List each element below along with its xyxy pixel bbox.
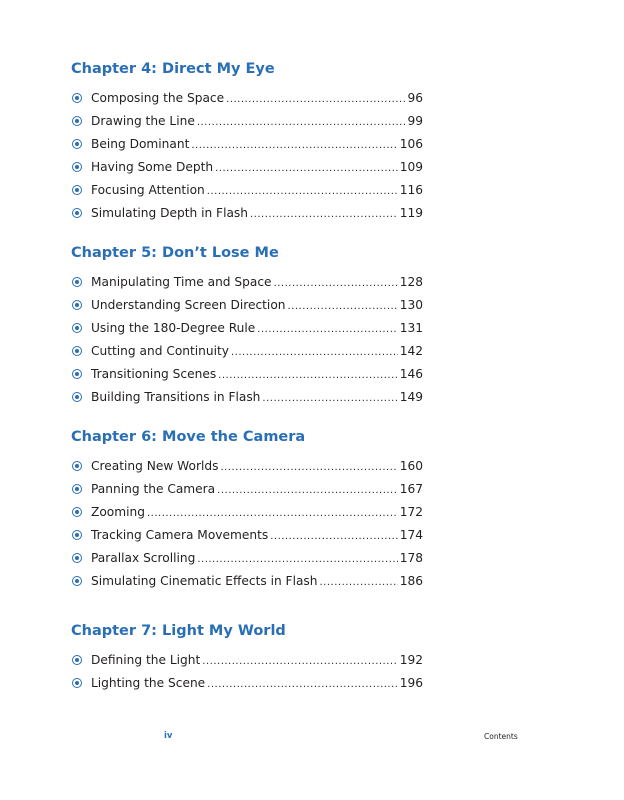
circle-bullet-icon <box>72 461 82 471</box>
toc-entry-page: 131 <box>399 321 423 335</box>
footer-section-label: Contents <box>484 732 518 741</box>
circle-bullet-icon <box>72 392 82 402</box>
toc-entry[interactable] <box>71 113 423 136</box>
toc-entry-page: 160 <box>399 459 423 473</box>
toc-entry-page: 109 <box>399 160 423 174</box>
toc-entry[interactable] <box>71 320 423 343</box>
circle-bullet-icon <box>72 553 82 563</box>
circle-bullet-icon <box>72 185 82 195</box>
dot-leader <box>207 184 398 200</box>
toc-entry[interactable] <box>71 504 423 527</box>
toc-entry-page: 178 <box>399 551 423 565</box>
dot-leader <box>257 322 397 338</box>
toc-entry[interactable] <box>71 205 423 228</box>
toc-entry-page: 149 <box>399 390 423 404</box>
chapter-6-section <box>71 428 423 596</box>
toc-entry-page: 146 <box>399 367 423 381</box>
circle-bullet-icon <box>72 678 82 688</box>
chapter-5-section <box>71 244 423 412</box>
toc-entry-title: Simulating Depth in Flash <box>91 206 248 220</box>
toc-entry[interactable] <box>71 274 423 297</box>
circle-bullet-icon <box>72 507 82 517</box>
dot-leader <box>274 276 398 292</box>
toc-entry-title: Manipulating Time and Space <box>91 275 272 289</box>
circle-bullet-icon <box>72 484 82 494</box>
toc-entry-title: Using the 180-Degree Rule <box>91 321 256 335</box>
toc-entry-page: 196 <box>399 676 423 690</box>
circle-bullet-icon <box>72 346 82 356</box>
dot-leader <box>270 529 398 545</box>
toc-entry[interactable] <box>71 343 423 366</box>
dot-leader <box>320 575 398 591</box>
toc-entry-page: 119 <box>399 206 423 220</box>
toc-list <box>71 458 423 596</box>
toc-entry-title: Panning the Camera <box>91 482 216 496</box>
circle-bullet-icon <box>72 300 82 310</box>
footer-page-number: iv <box>164 731 173 741</box>
dot-leader <box>218 368 398 384</box>
toc-entry[interactable] <box>71 366 423 389</box>
toc-list <box>71 90 423 228</box>
dot-leader <box>226 92 405 108</box>
toc-entry-title: Cutting and Continuity <box>91 344 229 358</box>
circle-bullet-icon <box>72 162 82 172</box>
circle-bullet-icon <box>72 208 82 218</box>
toc-entry-title: Zooming <box>91 505 145 519</box>
toc-entry-page: 99 <box>407 114 423 128</box>
toc-entry-page: 116 <box>399 183 423 197</box>
chapter-4-section <box>71 60 423 228</box>
toc-entry-title: Transitioning Scenes <box>91 367 217 381</box>
dot-leader <box>197 115 406 131</box>
toc-entry-title: Focusing Attention <box>91 183 205 197</box>
toc-entry-page: 130 <box>399 298 423 312</box>
circle-bullet-icon <box>72 277 82 287</box>
toc-entry-title: Defining the Light <box>91 653 201 667</box>
toc-entry-page: 142 <box>399 344 423 358</box>
circle-bullet-icon <box>72 323 82 333</box>
toc-entry[interactable] <box>71 182 423 205</box>
dot-leader <box>202 654 397 670</box>
toc-entry-title: Creating New Worlds <box>91 459 219 473</box>
toc-entry-title: Being Dominant <box>91 137 190 151</box>
circle-bullet-icon <box>72 576 82 586</box>
toc-entry[interactable] <box>71 550 423 573</box>
toc-entry-page: 172 <box>399 505 423 519</box>
toc-entry-title: Having Some Depth <box>91 160 214 174</box>
toc-entry[interactable] <box>71 573 423 596</box>
dot-leader <box>220 460 397 476</box>
chapter-title: Chapter 6: Move the Camera <box>71 429 306 445</box>
toc-entry[interactable] <box>71 159 423 182</box>
toc-entry-title: Drawing the Line <box>91 114 195 128</box>
toc-list <box>71 652 423 698</box>
toc-entry[interactable] <box>71 90 423 113</box>
dot-leader <box>250 207 398 223</box>
circle-bullet-icon <box>72 530 82 540</box>
chapter-title: Chapter 7: Light My World <box>71 623 286 639</box>
toc-entry-page: 96 <box>407 91 423 105</box>
toc-entry-title: Understanding Screen Direction <box>91 298 286 312</box>
toc-entry[interactable] <box>71 652 423 675</box>
toc-entry[interactable] <box>71 481 423 504</box>
toc-entry-title: Building Transitions in Flash <box>91 390 261 404</box>
circle-bullet-icon <box>72 93 82 103</box>
dot-leader <box>215 161 398 177</box>
toc-entry-title: Simulating Cinematic Effects in Flash <box>91 574 318 588</box>
dot-leader <box>262 391 397 407</box>
dot-leader <box>207 677 398 693</box>
toc-entry-title: Tracking Camera Movements <box>91 528 269 542</box>
toc-entry-page: 128 <box>399 275 423 289</box>
dot-leader <box>197 552 397 568</box>
dot-leader <box>231 345 398 361</box>
toc-entry[interactable] <box>71 136 423 159</box>
toc-list <box>71 274 423 412</box>
toc-entry-title: Parallax Scrolling <box>91 551 196 565</box>
chapter-title: Chapter 5: Don’t Lose Me <box>71 245 279 261</box>
circle-bullet-icon <box>72 139 82 149</box>
chapter-7-section <box>71 622 423 698</box>
toc-entry-title: Lighting the Scene <box>91 676 206 690</box>
toc-entry-page: 192 <box>399 653 423 667</box>
dot-leader <box>191 138 397 154</box>
toc-entry-title: Composing the Space <box>91 91 225 105</box>
toc-entry[interactable] <box>71 389 423 412</box>
toc-entry-page: 174 <box>399 528 423 542</box>
circle-bullet-icon <box>72 655 82 665</box>
dot-leader <box>217 483 398 499</box>
toc-entry-page: 186 <box>399 574 423 588</box>
chapter-title: Chapter 4: Direct My Eye <box>71 61 275 77</box>
toc-entry-page: 167 <box>399 482 423 496</box>
dot-leader <box>147 506 398 522</box>
toc-entry[interactable] <box>71 458 423 481</box>
toc-entry[interactable] <box>71 675 423 698</box>
circle-bullet-icon <box>72 116 82 126</box>
toc-entry[interactable] <box>71 527 423 550</box>
circle-bullet-icon <box>72 369 82 379</box>
dot-leader <box>288 299 398 315</box>
toc-entry-page: 106 <box>399 137 423 151</box>
toc-entry[interactable] <box>71 297 423 320</box>
